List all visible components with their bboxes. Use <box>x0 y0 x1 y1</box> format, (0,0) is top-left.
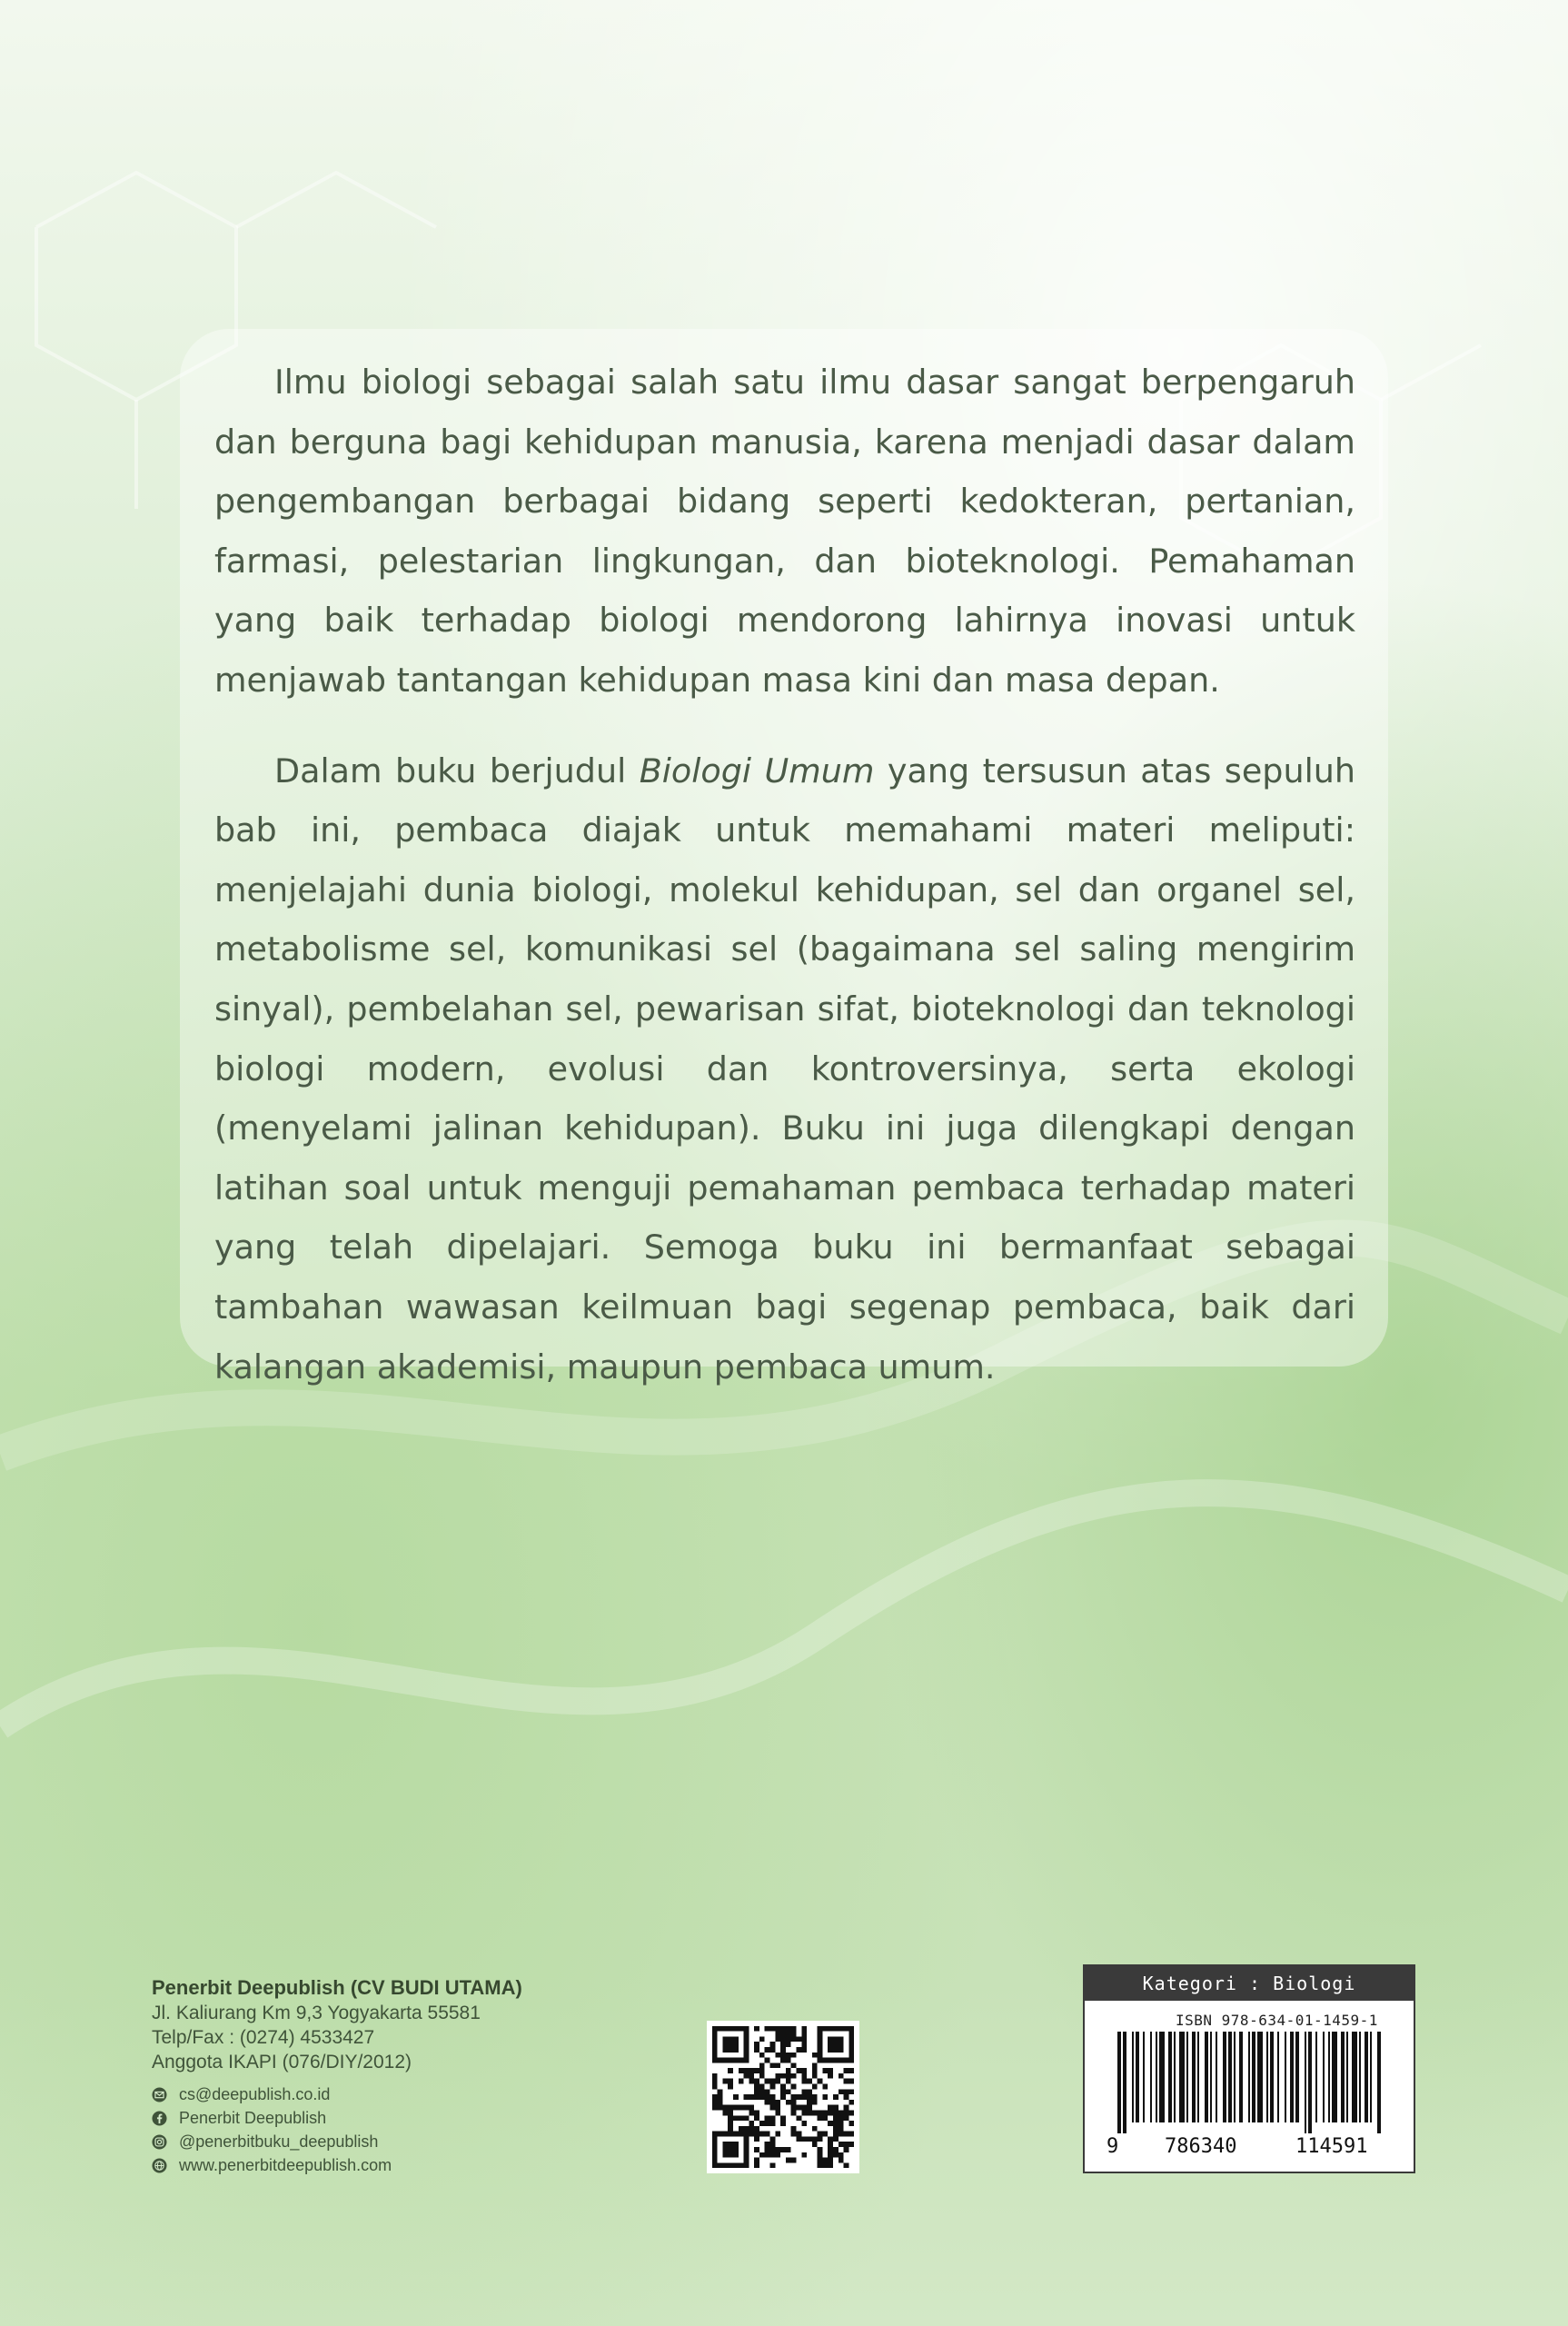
contact-website-text: www.penerbitdeepublish.com <box>179 2155 392 2174</box>
barcode-digits-group-1: 786340 <box>1165 2135 1237 2158</box>
contact-email-text: cs@deepublish.co.id <box>179 2084 331 2103</box>
blurb-paragraph-2-body: yang tersusun atas sepuluh bab ini, pembaca diajak untuk memahami materi meliputi: menjelajahi dunia biologi, molekul kehidupan, sel dan organel sel, metabolisme sel, komunikasi sel (bagaimana sel saling mengirim sinyal), pembelahan sel, pewarisan sifat, bioteknologi dan teknologi biologi modern, evolusi dan kontroversinya, serta ekologi (menyelami jalinan kehidupan). Buku ini juga dilengkapi dengan latihan soal untuk menguji pemahaman pembaca terhadap materi yang telah dipelajari. Semoga buku ini bermanfaat sebagai tambahan wawasan keilmuan bagi segenap pembaca, baik dari kalangan akademisi, maupun pembaca umum. <box>214 750 1355 1387</box>
publisher-member: Anggota IKAPI (076/DIY/2012) <box>152 2052 412 2073</box>
barcode-digit-first: 9 <box>1107 2135 1119 2158</box>
instagram-icon <box>152 2134 167 2150</box>
contact-instagram-text: @penerbitbuku_deepublish <box>179 2132 379 2151</box>
contact-email <box>152 2082 660 2106</box>
qr-code-graphic <box>707 2021 859 2173</box>
blurb-paragraph-2 <box>214 741 1355 1397</box>
contact-website <box>152 2153 660 2177</box>
isbn-barcode-box <box>1083 1964 1415 2173</box>
facebook-icon <box>152 2111 167 2126</box>
isbn-text: ISBN 978-634-01-1459-1 <box>1176 2012 1378 2029</box>
publisher-address: Jl. Kaliurang Km 9,3 Yogyakarta 55581 <box>152 2003 481 2023</box>
contact-facebook <box>152 2106 660 2130</box>
contact-instagram <box>152 2130 660 2153</box>
publisher-phone: Telp/Fax : (0274) 4533427 <box>152 2027 375 2048</box>
qr-code <box>707 2021 859 2173</box>
globe-icon <box>152 2158 167 2173</box>
category-label: Kategori : Biologi <box>1085 1966 1414 2001</box>
blurb-panel <box>180 329 1388 1387</box>
blurb-paragraph-2-intro: Dalam buku berjudul <box>274 750 640 790</box>
book-title: Biologi Umum <box>639 750 875 790</box>
publisher-name: Penerbit Deepublish (CV BUDI UTAMA) <box>152 1976 522 1999</box>
barcode-digits-group-2: 114591 <box>1295 2135 1368 2158</box>
barcode-graphic <box>1108 2032 1392 2133</box>
contact-facebook-text: Penerbit Deepublish <box>179 2108 327 2127</box>
blurb-paragraph-1: Ilmu biologi sebagai salah satu ilmu dasar sangat berpengaruh dan berguna bagi kehidupan manusia, karena menjadi dasar dalam pengembangan berbagai bidang seperti kedokteran, pertanian, farmasi, pelestarian lingkungan, dan bioteknologi. Pemahaman yang baik terhadap biologi mendorong lahirnya inovasi untuk menjawab tantangan kehidupan masa kini dan masa depan. <box>214 363 1355 700</box>
publisher-contacts <box>152 2082 660 2177</box>
email-icon <box>152 2087 167 2102</box>
publisher-info <box>152 1975 660 2177</box>
